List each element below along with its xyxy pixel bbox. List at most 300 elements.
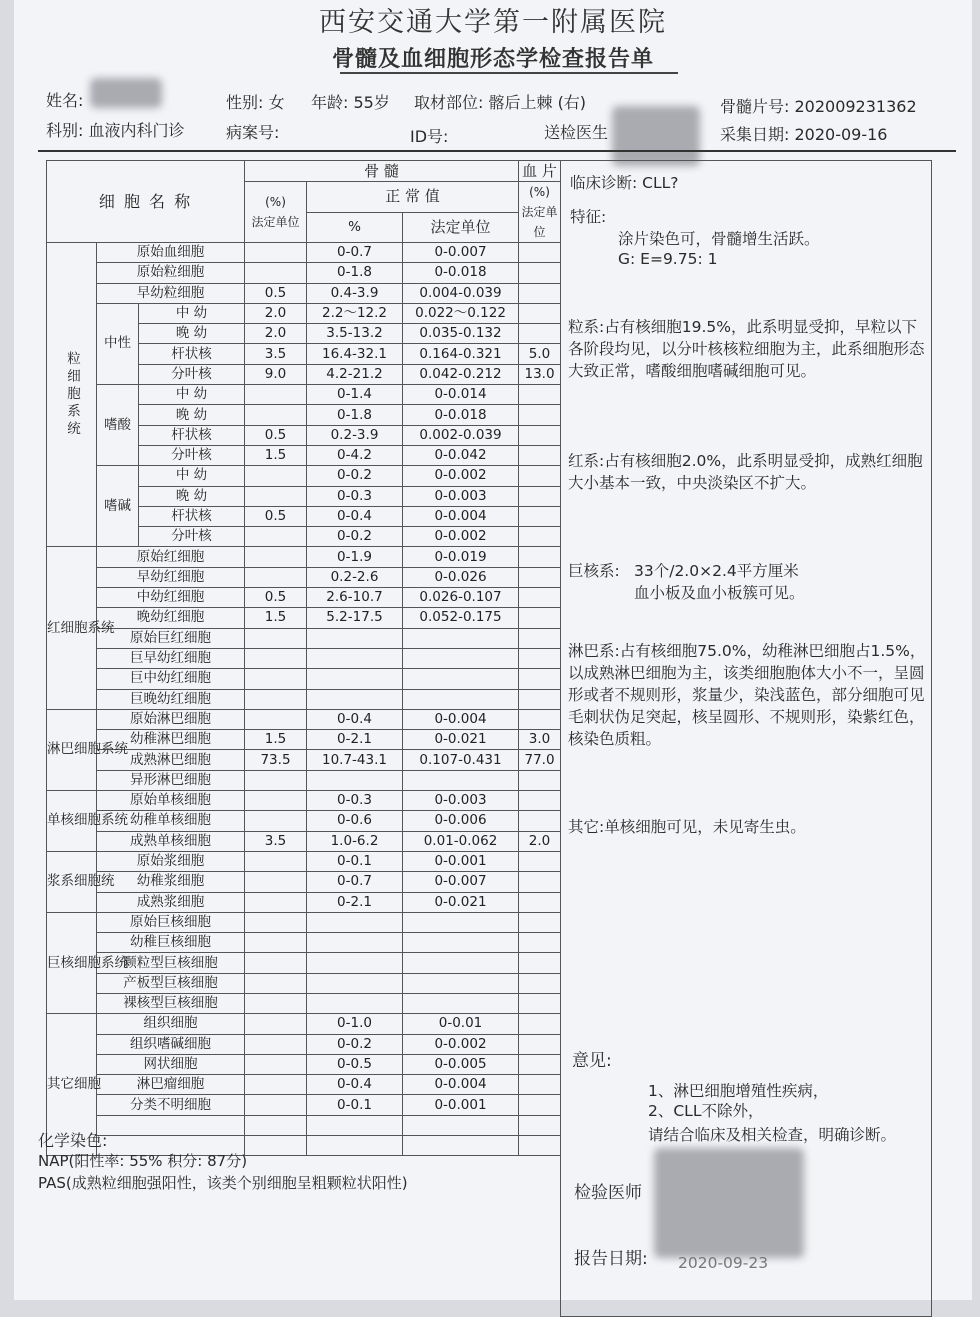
nap-result: NAP(阳性率: 55% 积分: 87分): [38, 1152, 248, 1170]
normal-pct: [307, 628, 403, 648]
id-no-label: ID号:: [410, 127, 449, 146]
normal-pct: 0-0.3: [307, 486, 403, 506]
marrow-pct: [245, 892, 307, 912]
table-row: [47, 1054, 561, 1074]
marrow-pct: 9.0: [245, 364, 307, 384]
blood-header: 血 片: [519, 161, 561, 182]
cell-name: 巨中幼红细胞: [97, 669, 245, 689]
blood-pct: [519, 953, 561, 973]
blood-pct: [519, 1034, 561, 1054]
normal-pct: 0-0.2: [307, 527, 403, 547]
cell-name: 中幼红细胞: [97, 588, 245, 608]
normal-unit: [403, 933, 519, 953]
blood-pct: 2.0: [519, 831, 561, 851]
legal-unit-label: 法定单位: [251, 215, 300, 229]
cell-name: 淋巴瘤细胞: [97, 1075, 245, 1095]
blood-pct: [519, 689, 561, 709]
blood-pct: [519, 1075, 561, 1095]
normal-unit: [403, 1136, 519, 1156]
blood-pct: [519, 628, 561, 648]
table-row: [47, 385, 561, 405]
report-date: 2020-09-23: [678, 1254, 769, 1272]
normal-unit: 0-0.042: [403, 445, 519, 465]
normal-pct: 0-1.9: [307, 547, 403, 567]
normal-pct: [307, 770, 403, 790]
blood-pct: 3.0: [519, 730, 561, 750]
cell-name: 原始血细胞: [97, 243, 245, 263]
cell-name: 分叶核: [139, 527, 245, 547]
normal-unit: [403, 973, 519, 993]
marrow-pct: [245, 933, 307, 953]
table-row: [47, 669, 561, 689]
normal-unit: 0-0.01: [403, 1014, 519, 1034]
normal-pct: 0-0.1: [307, 1095, 403, 1115]
table-row: [47, 567, 561, 587]
cell-name: [97, 1115, 245, 1135]
marrow-pct: 0.5: [245, 588, 307, 608]
marrow-pct: [245, 243, 307, 263]
normal-unit: 0.035-0.132: [403, 324, 519, 344]
marrow-pct: [245, 791, 307, 811]
cell-name: 早幼红细胞: [97, 567, 245, 587]
normal-unit: 0.026-0.107: [403, 588, 519, 608]
opinion-line-3: 请结合临床及相关检查，明确诊断。: [648, 1126, 897, 1144]
marrow-pct: 3.5: [245, 831, 307, 851]
normal-unit: 0-0.018: [403, 405, 519, 425]
normal-unit: [403, 1115, 519, 1135]
marrow-pct: [245, 567, 307, 587]
table-row: [47, 628, 561, 648]
blood-pct: [519, 486, 561, 506]
features-line-2: G: E=9.75: 1: [618, 250, 718, 268]
blood-pct: [519, 1136, 561, 1156]
collect-date-field: 采集日期: 2020-09-16: [720, 125, 888, 144]
pas-result: PAS(成熟粒细胞强阳性，该类个别细胞呈粗颗粒状阳性): [38, 1174, 408, 1192]
group-erythro: 红细胞系统: [47, 547, 97, 709]
pct-label: (%): [265, 195, 286, 209]
cell-name: 杆状核: [139, 506, 245, 526]
features-line-1: 涂片染色可，骨髓增生活跃。: [618, 230, 820, 248]
marrow-pct: [245, 973, 307, 993]
normal-pct: 0-0.3: [307, 791, 403, 811]
marrow-pct: 0.5: [245, 425, 307, 445]
table-row: [47, 953, 561, 973]
normal-pct: 0-0.4: [307, 709, 403, 729]
normal-unit: [403, 689, 519, 709]
normal-pct: 1.0-6.2: [307, 831, 403, 851]
normal-pct: 0-0.1: [307, 851, 403, 871]
normal-unit: 0-0.002: [403, 1034, 519, 1054]
marrow-pct: [245, 953, 307, 973]
table-row: [47, 912, 561, 932]
normal-unit: 0.002-0.039: [403, 425, 519, 445]
other-label: 其它:: [568, 818, 605, 836]
blood-pct: [519, 243, 561, 263]
blood-pct: 5.0: [519, 344, 561, 364]
table-row: [47, 263, 561, 283]
table-row: [47, 851, 561, 871]
subgroup-eos: 嗜酸: [97, 385, 139, 466]
normal-unit: 0.052-0.175: [403, 608, 519, 628]
normal-unit: 0-0.003: [403, 791, 519, 811]
normal-unit: 0.022～0.122: [403, 303, 519, 323]
cell-count-table: [46, 160, 561, 1156]
cell-name: 早幼粒细胞: [97, 283, 245, 303]
gran-label: 粒系:: [568, 318, 605, 336]
blood-pct-label: (%): [529, 185, 550, 199]
normal-pct: 0-2.1: [307, 892, 403, 912]
marrow-pct: [245, 547, 307, 567]
normal-unit: 0.042-0.212: [403, 364, 519, 384]
normal-unit: [403, 628, 519, 648]
hospital-name: 西安交通大学第一附属医院: [319, 7, 667, 38]
cell-name: 成熟浆细胞: [97, 892, 245, 912]
marrow-pct: [245, 1115, 307, 1135]
normal-unit: 0.004-0.039: [403, 283, 519, 303]
cell-name: 杆状核: [139, 425, 245, 445]
marrow-pct: [245, 1014, 307, 1034]
marrow-pct: 1.5: [245, 445, 307, 465]
marrow-pct: 2.0: [245, 324, 307, 344]
normal-pct: 0-0.7: [307, 872, 403, 892]
lym-text: 占有核细胞75.0%，幼稚淋巴细胞占1.5%，以成熟淋巴细胞为主，该类细胞胞体大小不一，呈圆形或者不规则形，浆量少，染浅蓝色，部分细胞可见毛刺状伪足突起，核呈圆形、不规则形，染紫红色，核染色质粗。: [568, 642, 926, 748]
normal-pct: 0-0.4: [307, 506, 403, 526]
examiner-label: 检验医师: [574, 1183, 642, 1203]
marrow-pct: 1.5: [245, 730, 307, 750]
redacted-signature: [654, 1148, 804, 1258]
normal-unit: 0-0.006: [403, 811, 519, 831]
marrow-pct: [245, 628, 307, 648]
blood-pct: [519, 506, 561, 526]
site-field: 取材部位: 髂后上棘 (右): [414, 93, 587, 112]
age-field: 年龄: 55岁: [311, 93, 390, 112]
table-row: [47, 933, 561, 953]
cell-name: 原始浆细胞: [97, 851, 245, 871]
other-finding: [568, 816, 928, 838]
normal-pct: 0.2-3.9: [307, 425, 403, 445]
normal-pct: [307, 689, 403, 709]
normal-pct: 0.4-3.9: [307, 283, 403, 303]
blood-pct: [519, 283, 561, 303]
table-row: [47, 709, 561, 729]
normal-unit: 0-0.005: [403, 1054, 519, 1074]
normal-unit: 0-0.004: [403, 1075, 519, 1095]
normal-unit: 0.164-0.321: [403, 344, 519, 364]
marrow-pct: 0.5: [245, 283, 307, 303]
group-mega: 巨核细胞系统: [47, 912, 97, 1013]
cell-name: 成熟淋巴细胞: [97, 750, 245, 770]
blood-pct: [519, 851, 561, 871]
blood-pct: [519, 811, 561, 831]
table-row: [47, 993, 561, 1013]
marrow-pct: [245, 669, 307, 689]
marrow-pct: [245, 405, 307, 425]
blood-pct: [519, 588, 561, 608]
marrow-pct: [245, 872, 307, 892]
lym-label: 淋巴系:: [568, 642, 620, 660]
cell-name: 晚 幼: [139, 405, 245, 425]
blood-pct: [519, 324, 561, 344]
cell-name: 晚 幼: [139, 486, 245, 506]
group-other: 其它细胞: [47, 1014, 97, 1156]
table-row: [47, 283, 561, 303]
opinion-line-1: 1、淋巴细胞增殖性疾病，: [648, 1082, 829, 1100]
normal-pct: [307, 1136, 403, 1156]
cell-name: 原始红细胞: [97, 547, 245, 567]
cell-name: 晚 幼: [139, 324, 245, 344]
report-sheet: [14, 0, 972, 1300]
marrow-pct: [245, 527, 307, 547]
marrow-pct: [245, 466, 307, 486]
normal-pct: [307, 912, 403, 932]
normal-pct: [307, 993, 403, 1013]
table-row: [47, 973, 561, 993]
normal-unit: 0-0.001: [403, 851, 519, 871]
normal-pct: 0-0.6: [307, 811, 403, 831]
blood-pct: [519, 263, 561, 283]
normal-unit: 0-0.014: [403, 385, 519, 405]
table-row: [47, 588, 561, 608]
normal-unit: 0-0.021: [403, 892, 519, 912]
blood-pct: [519, 466, 561, 486]
blood-pct: [519, 770, 561, 790]
normal-unit: [403, 912, 519, 932]
doctor-label: 送检医生: [544, 123, 609, 142]
title-underline: [340, 72, 678, 74]
normal-pct: [307, 973, 403, 993]
cell-name: 中 幼: [139, 466, 245, 486]
table-row: [47, 831, 561, 851]
other-text: 单核细胞可见，未见寄生虫。: [604, 818, 806, 836]
blood-pct: [519, 567, 561, 587]
cell-name: 中 幼: [139, 385, 245, 405]
blood-pct: [519, 425, 561, 445]
blood-pct: [519, 993, 561, 1013]
table-row: [47, 791, 561, 811]
normal-pct: 0-1.8: [307, 263, 403, 283]
normal-unit: 0.107-0.431: [403, 750, 519, 770]
normal-unit-header: 法定单位: [403, 212, 519, 243]
normal-pct: 0-1.4: [307, 385, 403, 405]
table-row: [47, 1034, 561, 1054]
mega-label: 巨核系:: [568, 562, 620, 580]
marrow-pct: 0.5: [245, 506, 307, 526]
group-granulocyte: 粒细胞系统: [47, 243, 97, 547]
mega-line-2: 血小板及血小板簇可见。: [634, 584, 805, 602]
normal-unit: 0-0.002: [403, 527, 519, 547]
redacted-name: [90, 78, 162, 108]
normal-pct: 2.6-10.7: [307, 588, 403, 608]
normal-unit: 0-0.002: [403, 466, 519, 486]
sex-field: 性别: 女: [226, 93, 285, 112]
cell-name: 组织细胞: [97, 1014, 245, 1034]
normal-pct-header: %: [307, 212, 403, 243]
table-row: [47, 1075, 561, 1095]
marrow-pct: [245, 1075, 307, 1095]
lymphoid-finding: [568, 640, 928, 750]
normal-pct: [307, 669, 403, 689]
ery-label: 红系:: [568, 452, 605, 470]
cell-name: 原始粒细胞: [97, 263, 245, 283]
normal-pct: 4.2-21.2: [307, 364, 403, 384]
normal-unit: 0-0.018: [403, 263, 519, 283]
normal-unit: 0-0.007: [403, 872, 519, 892]
marrow-pct: 1.5: [245, 608, 307, 628]
marrow-pct: [245, 851, 307, 871]
normal-unit: [403, 770, 519, 790]
normal-pct: 0-0.5: [307, 1054, 403, 1074]
cell-name: 异形淋巴细胞: [97, 770, 245, 790]
normal-pct: 0-1.8: [307, 405, 403, 425]
normal-pct: 10.7-43.1: [307, 750, 403, 770]
features-label: 特征:: [570, 208, 607, 226]
normal-pct: 0-0.2: [307, 1034, 403, 1054]
blood-pct: [519, 547, 561, 567]
blood-pct: [519, 527, 561, 547]
mega-line-1: 33个/2.0×2.4平方厘米: [634, 562, 799, 580]
cell-name: 幼稚单核细胞: [97, 811, 245, 831]
blood-pct-header: [519, 182, 561, 243]
erythroid-finding: [568, 450, 928, 494]
marrow-pct: [245, 263, 307, 283]
normal-unit: 0-0.026: [403, 567, 519, 587]
cell-name: 原始单核细胞: [97, 791, 245, 811]
blood-pct: [519, 933, 561, 953]
table-row: [47, 547, 561, 567]
normal-pct: 16.4-32.1: [307, 344, 403, 364]
marrow-pct: [245, 689, 307, 709]
blood-pct: [519, 912, 561, 932]
cell-name: 原始淋巴细胞: [97, 709, 245, 729]
cell-name: 组织嗜碱细胞: [97, 1034, 245, 1054]
cell-name: 分叶核: [139, 445, 245, 465]
marrow-pct-header: [245, 182, 307, 243]
blood-pct: [519, 1115, 561, 1135]
normal-pct: [307, 648, 403, 668]
marrow-pct: [245, 709, 307, 729]
normal-pct: 5.2-17.5: [307, 608, 403, 628]
marrow-no-field: 骨髓片号: 202009231362: [720, 97, 917, 116]
blood-pct: [519, 892, 561, 912]
cell-name: 产板型巨核细胞: [97, 973, 245, 993]
marrow-header: 骨 髓: [245, 161, 519, 182]
report-title: 骨髓及血细胞形态学检查报告单: [331, 47, 654, 72]
marrow-pct: 2.0: [245, 303, 307, 323]
table-row: [47, 303, 561, 323]
cell-name: 网状细胞: [97, 1054, 245, 1074]
blood-pct: [519, 608, 561, 628]
normal-pct: [307, 953, 403, 973]
blood-pct: 77.0: [519, 750, 561, 770]
cell-name: 原始巨核细胞: [97, 912, 245, 932]
case-no-label: 病案号:: [226, 123, 280, 142]
blood-pct: [519, 872, 561, 892]
cell-name-header: 细 胞 名 称: [47, 161, 245, 243]
marrow-pct: [245, 1095, 307, 1115]
table-row: [47, 1014, 561, 1034]
dept-field: 科别: 血液内科门诊: [46, 121, 185, 140]
marrow-pct: [245, 385, 307, 405]
blood-pct: [519, 385, 561, 405]
marrow-pct: [245, 770, 307, 790]
normal-pct: 0.2-2.6: [307, 567, 403, 587]
normal-unit: [403, 953, 519, 973]
normal-pct: 0-4.2: [307, 445, 403, 465]
blood-pct: [519, 405, 561, 425]
group-mono: 单核细胞系统: [47, 791, 97, 852]
table-row: [47, 872, 561, 892]
blood-pct: [519, 791, 561, 811]
marrow-pct: [245, 648, 307, 668]
normal-unit: 0-0.001: [403, 1095, 519, 1115]
normal-pct: 2.2～12.2: [307, 303, 403, 323]
table-row: [47, 689, 561, 709]
subgroup-baso: 嗜碱: [97, 466, 139, 547]
normal-pct: 0-0.7: [307, 243, 403, 263]
table-row: [47, 892, 561, 912]
normal-unit: 0-0.004: [403, 506, 519, 526]
name-label: 姓名:: [46, 91, 84, 110]
redacted-doctor: [612, 106, 700, 166]
cell-name: 杆状核: [139, 344, 245, 364]
cell-name: 裸核型巨核细胞: [97, 993, 245, 1013]
normal-unit: 0-0.003: [403, 486, 519, 506]
ery-text: 占有核细胞2.0%，此系明显受抑，成熟红细胞大小基本一致，中央淡染区不扩大。: [568, 452, 923, 492]
marrow-pct: [245, 811, 307, 831]
blood-unit-label: 法定单位: [521, 205, 558, 239]
normal-unit: [403, 669, 519, 689]
group-plasma: 浆系细胞统: [47, 851, 97, 912]
cell-name: 晚幼红细胞: [97, 608, 245, 628]
cell-name: 成熟单核细胞: [97, 831, 245, 851]
normal-pct: 0-0.2: [307, 466, 403, 486]
table-row: [47, 770, 561, 790]
marrow-pct: [245, 486, 307, 506]
marrow-pct: 3.5: [245, 344, 307, 364]
blood-pct: [519, 445, 561, 465]
cell-name: 幼稚淋巴细胞: [97, 730, 245, 750]
table-row: [47, 608, 561, 628]
normal-pct: 0-1.0: [307, 1014, 403, 1034]
normal-pct: 3.5-13.2: [307, 324, 403, 344]
marrow-pct: 73.5: [245, 750, 307, 770]
chem-stain-title: 化学染色:: [38, 1131, 108, 1150]
cell-name: 颗粒型巨核细胞: [97, 953, 245, 973]
normal-pct: [307, 933, 403, 953]
opinion-label: 意见:: [572, 1051, 612, 1071]
table-row: [47, 466, 561, 486]
normal-value-header: 正 常 值: [307, 182, 519, 213]
subgroup-neutro: 中性: [97, 303, 139, 384]
group-lympho: 淋巴细胞系统: [47, 709, 97, 790]
blood-pct: [519, 1054, 561, 1074]
table-row: [47, 1095, 561, 1115]
blood-pct: [519, 669, 561, 689]
opinion-line-2: 2、CLL不除外，: [648, 1102, 764, 1120]
report-date-label: 报告日期:: [574, 1249, 648, 1269]
blood-pct: [519, 1014, 561, 1034]
blood-pct: 13.0: [519, 364, 561, 384]
blood-pct: [519, 1095, 561, 1115]
cell-name: 分叶核: [139, 364, 245, 384]
normal-unit: 0-0.007: [403, 243, 519, 263]
cell-name: 巨晚幼红细胞: [97, 689, 245, 709]
cell-name: 原始巨红细胞: [97, 628, 245, 648]
marrow-pct: [245, 1136, 307, 1156]
blood-pct: [519, 303, 561, 323]
table-row: [47, 243, 561, 263]
blood-pct: [519, 973, 561, 993]
